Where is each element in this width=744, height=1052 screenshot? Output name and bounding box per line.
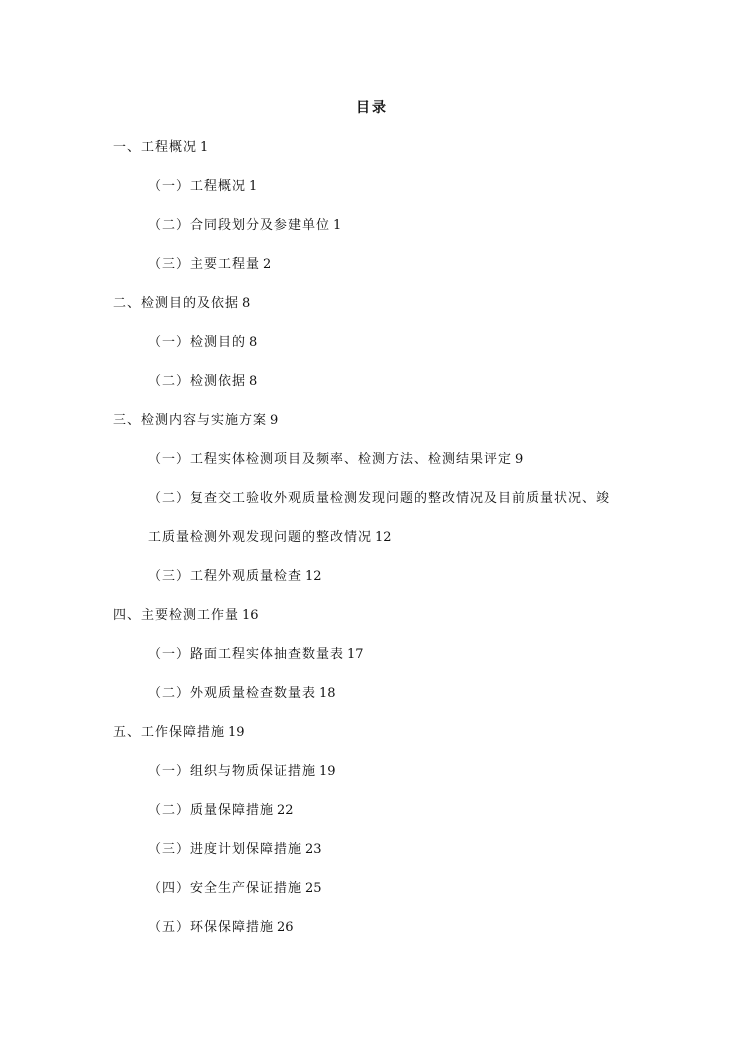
toc-entry (0, 879, 744, 918)
toc-page-number: 19 (319, 764, 336, 779)
toc-entry (0, 840, 744, 879)
toc-entry (0, 801, 744, 840)
toc-page-number: 2 (263, 257, 272, 272)
toc-page-number: 23 (305, 842, 322, 857)
toc-entry (0, 567, 744, 606)
toc-page-number: 25 (305, 881, 322, 896)
toc-title: 目录 (356, 100, 388, 116)
toc-page-number: 9 (515, 452, 524, 467)
toc-entry-text: （二）复查交工验收外观质量检测发现问题的整改情况及目前质量状况、竣 (148, 491, 611, 506)
toc-entry (0, 645, 744, 684)
toc-entry (0, 450, 744, 489)
toc-entry-text: （一）工程实体检测项目及频率、检测方法、检测结果评定 (148, 452, 513, 467)
toc-page-number: 1 (333, 218, 342, 233)
toc-page-number: 16 (242, 608, 259, 623)
toc-entry (0, 294, 744, 333)
toc-page-number: 8 (242, 296, 251, 311)
toc-entry-text: 一、工程概况 (113, 140, 198, 155)
toc-page-number: 19 (228, 725, 245, 740)
toc-entry-text: 工质量检测外观发现问题的整改情况 (148, 530, 373, 545)
toc-entry (0, 762, 744, 801)
toc-entry-text: （一）路面工程实体抽查数量表 (148, 647, 345, 662)
toc-entry (0, 489, 744, 528)
toc-entry-text: （二）外观质量检查数量表 (148, 686, 317, 701)
toc-page-number: 17 (347, 647, 364, 662)
toc-page-number: 12 (305, 569, 322, 584)
toc-entry-continuation (0, 528, 744, 567)
toc-entry-text: （二）合同段划分及参建单位 (148, 218, 331, 233)
toc-entry-text: （三）主要工程量 (148, 257, 261, 272)
toc-page-number: 1 (249, 179, 258, 194)
toc-entry-text: （三）工程外观质量检查 (148, 569, 303, 584)
toc-entry (0, 372, 744, 411)
toc-entry-text: （五）环保保障措施 (148, 920, 275, 935)
toc-entry (0, 333, 744, 372)
toc-entry-text: （三）进度计划保障措施 (148, 842, 303, 857)
toc-entry-text: （四）安全生产保证措施 (148, 881, 303, 896)
toc-entry-text: （二）检测依据 (148, 374, 247, 389)
toc-entry-text: 三、检测内容与实施方案 (113, 413, 268, 428)
toc-entry (0, 723, 744, 762)
toc-entry (0, 918, 744, 957)
toc-page-number: 8 (249, 335, 258, 350)
toc-list (0, 138, 744, 957)
toc-entry (0, 177, 744, 216)
toc-page-number: 12 (375, 530, 392, 545)
toc-entry-text: 五、工作保障措施 (113, 725, 226, 740)
toc-page-number: 22 (277, 803, 294, 818)
toc-entry-text: （一）检测目的 (148, 335, 247, 350)
toc-entry-text: （二）质量保障措施 (148, 803, 275, 818)
toc-page-number: 18 (319, 686, 336, 701)
toc-entry (0, 411, 744, 450)
toc-entry-text: 四、主要检测工作量 (113, 608, 240, 623)
toc-page-number: 26 (277, 920, 294, 935)
toc-entry (0, 255, 744, 294)
toc-entry-text: （一）组织与物质保证措施 (148, 764, 317, 779)
toc-page-number: 8 (249, 374, 258, 389)
toc-page-number: 1 (200, 140, 209, 155)
toc-entry (0, 684, 744, 723)
toc-entry (0, 138, 744, 177)
toc-entry-text: （一）工程概况 (148, 179, 247, 194)
toc-entry (0, 606, 744, 645)
toc-entry (0, 216, 744, 255)
toc-page-number: 9 (270, 413, 279, 428)
toc-entry-text: 二、检测目的及依据 (113, 296, 240, 311)
